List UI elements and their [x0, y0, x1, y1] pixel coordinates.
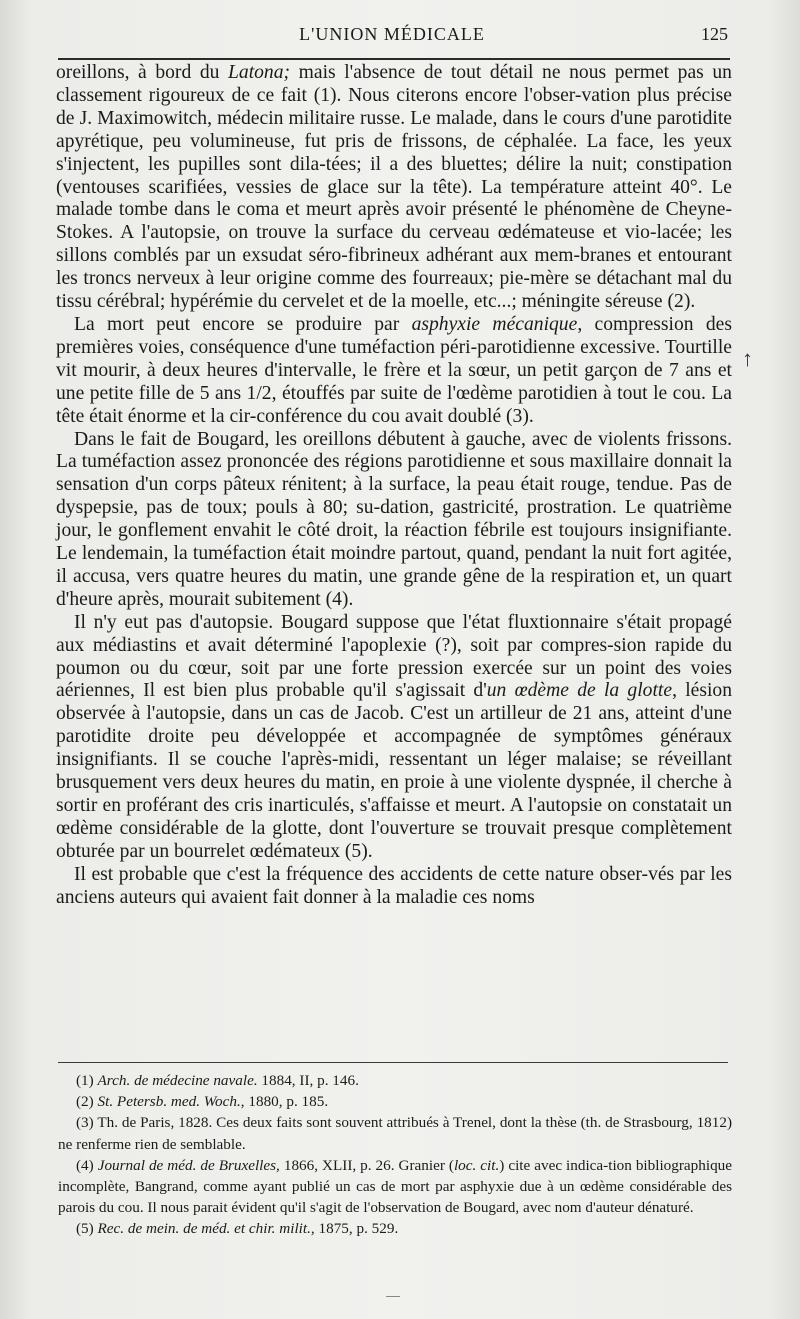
paragraph-1: oreillons, à bord du Latona; mais l'absence de tout détail ne nous permet pas un classement rigoureux de ce fait (1). Nous citerons encore l'obser-vation plus précise de J. Maximowitch, médecin militaire russe. Le malade, dans le cours d'une parotidite apyrétique, peu volumineuse, fut pris de frissons, de céphalée. La face, les yeux s'injectent, les pupilles sont dila-tées; il a des bluettes; délire la nuit; constipation (ventouses scarifiées, vessies de glace sur la tête). La température atteint 40°. Le malade tombe dans le coma et meurt après avoir présenté le phénomène de Cheyne-Stokes. A l'autopsie, on trouve la surface du cerveau œdémateuse et vio-lacée; les sillons comblés par un exsudat séro-fibrineux adhérant aux mem-branes et entourant les troncs nerveux à leur origine comme des fourreaux; pie-mère se détachant mal du tissu cérébral; hypérémie du cervelet et de la moelle, etc...; méningite séreuse (2).: [56, 62, 732, 313]
footnote-5: (5) Rec. de mein. de méd. et chir. milit., 1875, p. 529.: [76, 1220, 399, 1238]
bottom-dash-mark: [386, 1296, 400, 1297]
footnote-1: (1) Arch. de médecine navale. 1884, II, p. 146.: [76, 1072, 359, 1089]
paragraph-2: La mort peut encore se produire par asphyxie mécanique, compression des premières voies, conséquence d'une tuméfaction péri-parotidienne excessive. Tourtille vit mourir, à deux heures d'intervalle, le frère et la sœur, un petit garçon de 7 ans et une petite fille de 5 ans 1/2, étouffés par suite de l'œdème parotidien à tout le cou. La tête était énorme et la cir-conférence du cou avait doublé (3).: [56, 313, 733, 427]
footnotes: [58, 1070, 732, 1240]
running-title: L'UNION MÉDICALE: [299, 24, 485, 44]
footnote-rule: [58, 1062, 728, 1063]
footnote-2: (2) St. Petersb. med. Woch., 1880, p. 185.: [76, 1093, 329, 1111]
paragraph-3: Dans le fait de Bougard, les oreillons débutent à gauche, avec de violents frissons. La tuméfaction assez prononcée des régions parotidienne et sous maxillaire donnait la sensation d'un corps pâteux rénitent; à la surface, la peau était rouge, tendue. Pas de dyspepsie, pas de toux; pouls à 80; su-dation, gastricité, prostration. Le quatrième jour, le gonflement envahit le côté droit, la réaction fébrile est toujours insignifiante. Le lendemain, la tuméfaction était moindre partout, quand, pendant la nuit fort agitée, il accusa, vers quatre heures du matin, une grande gêne de la respiration et, un quart d'heure après, mourait subitement (4).: [56, 428, 732, 610]
footnote-3: (3) Th. de Paris, 1828. Ces deux faits sont souvent attribués à Trenel, dont la thèse (th. de Strasbourg, 1812) ne renferme rien de semblable.: [58, 1114, 732, 1153]
paragraph-5: Il est probable que c'est la fréquence des accidents de cette nature obser-vés par les anciens auteurs qui avaient fait donner à la maladie ces noms: [56, 863, 732, 908]
page-header: [56, 18, 728, 54]
footnote-4: (4) Journal de méd. de Bruxelles, 1866, XLII, p. 26. Granier (loc. cit.) cite avec indica-tion bibliographique incomplète, Bangrand, comme ayant publié un cas de mort par asphyxie due à un œdème considérable des parois du cou. Il nous parait évident qu'il s'agit de l'observation de Bougard, avec nom d'auteur dénaturé.: [58, 1156, 733, 1217]
page-number: 125: [701, 24, 728, 44]
margin-arrow-mark: ↑: [742, 346, 753, 371]
paragraph-4: Il n'y eut pas d'autopsie. Bougard suppose que l'état fluxtionnaire s'était propagé aux médiastins et avait déterminé l'apoplexie (?), soit par compres-sion rapide du poumon ou du cœur, soit par une forte pression exercée sur un point des voies aériennes, Il est bien plus probable qu'il s'agissait d'un œdème de la glotte, lésion observée à l'autopsie, dans un cas de Jacob. C'est un artilleur de 21 ans, atteint d'une parotidite droite peu développée et accompagnée de symptômes généraux insignifiants. Il se couche l'après-midi, ressentant un léger malaise; se réveillant brusquement vers deux heures du matin, en proie à une violente dyspnée, il cherche à sortir en proférant des cris inarticulés, s'affaisse et meurt. A l'autopsie on constatait un œdème considérable de la glotte, dont l'ouverture se trouvait presque complètement obturée par un bourrelet œdémateux (5).: [56, 611, 733, 862]
main-text: [56, 62, 732, 910]
header-rule: [58, 58, 730, 60]
